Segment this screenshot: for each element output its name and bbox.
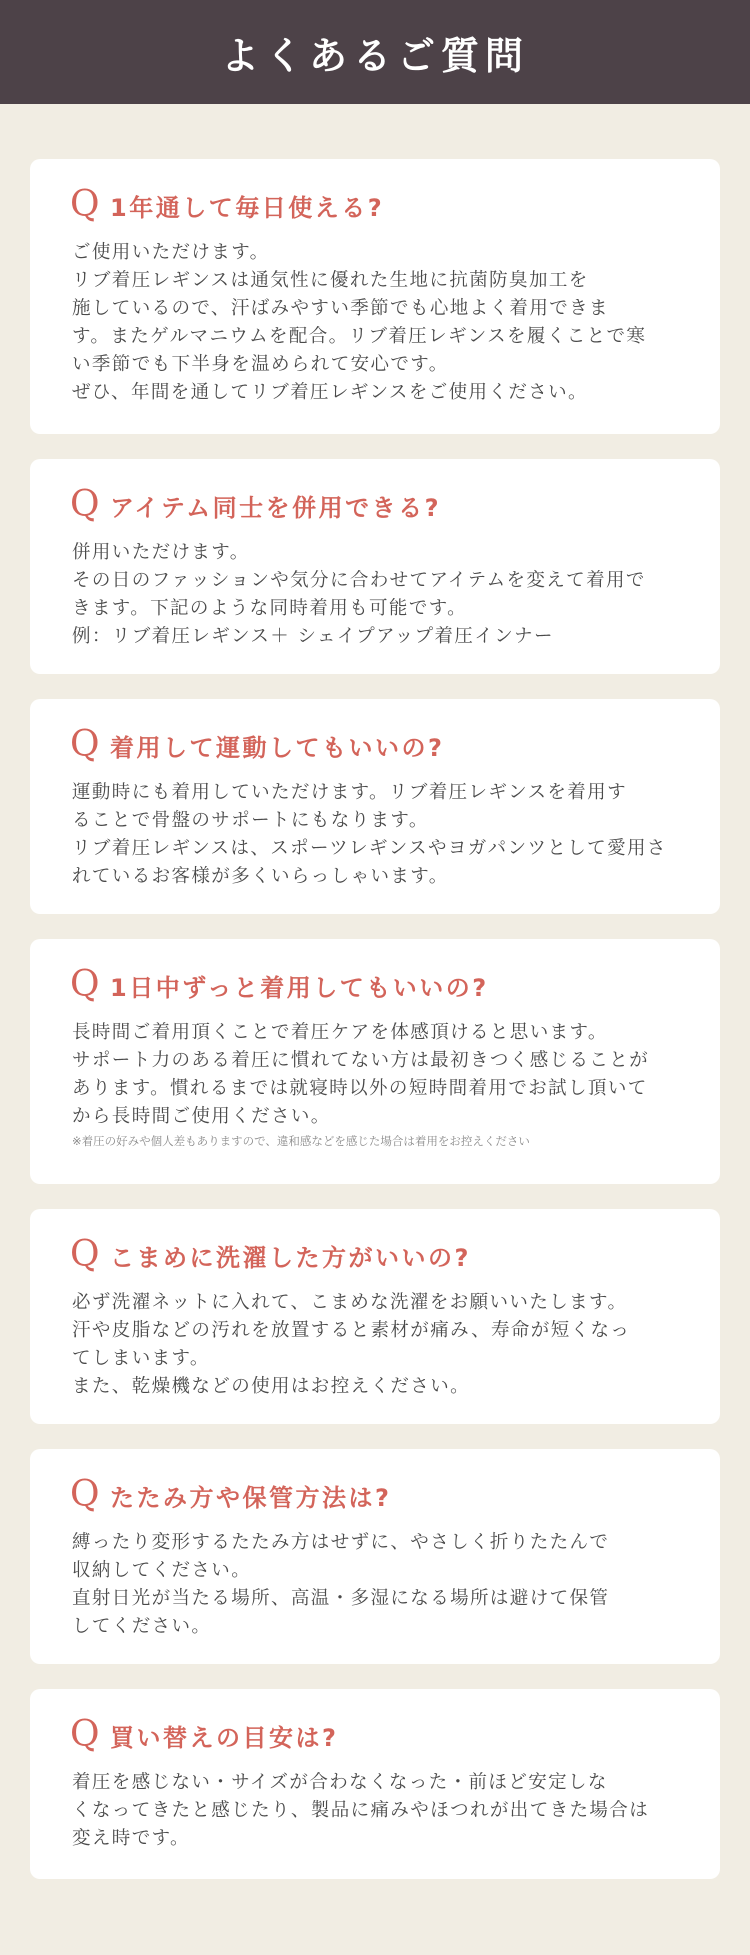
answer-line: リブ着圧レギンスは、スポーツレギンスやヨガパンツとして愛用さ bbox=[72, 838, 667, 859]
answer-line: 例：リブ着圧レギンス＋ シェイプアップ着圧インナー bbox=[72, 626, 554, 647]
answer-line: その日のファッションや気分に合わせてアイテムを変えて着用で bbox=[72, 570, 646, 591]
answer-line: 併用いただけます。 bbox=[72, 542, 250, 563]
answer-line: 着圧を感じない・サイズが合わなくなった・前ほど安定しな bbox=[72, 1772, 608, 1793]
faq-question-text: こまめに洗濯した方がいいの? bbox=[110, 1244, 471, 1272]
answer-line: サポート力のある着圧に慣れてない方は最初きつく感じることが bbox=[72, 1050, 650, 1071]
q-mark-icon: Q bbox=[70, 724, 100, 765]
answer-line: 施しているので、汗ばみやすい季節でも心地よく着用できま bbox=[72, 298, 609, 319]
answer-line: す。またゲルマニウムを配合。リブ着圧レギンスを履くことで寒 bbox=[72, 326, 647, 347]
faq-list bbox=[0, 104, 750, 1879]
faq-question-text: 1年通して毎日使える? bbox=[110, 194, 385, 222]
faq-item bbox=[30, 159, 720, 434]
faq-item bbox=[30, 939, 720, 1184]
faq-item bbox=[30, 699, 720, 914]
answer-note: ※着圧の好みや個人差もありますので、違和感などを感じた場合は着用をお控えください bbox=[72, 1134, 530, 1148]
q-mark-icon: Q bbox=[70, 484, 100, 525]
q-mark-icon: Q bbox=[70, 1234, 100, 1275]
answer-line: ぜひ、年間を通してリブ着圧レギンスをご使用ください。 bbox=[72, 382, 588, 403]
q-mark-icon: Q bbox=[70, 1714, 100, 1755]
page-header bbox=[0, 0, 750, 104]
faq-answer bbox=[70, 1019, 680, 1149]
faq-answer bbox=[70, 779, 680, 891]
answer-line: また、乾燥機などの使用はお控えください。 bbox=[72, 1376, 471, 1397]
answer-line: リブ着圧レギンスは通気性に優れた生地に抗菌防臭加工を bbox=[72, 270, 589, 291]
faq-question-text: 1日中ずっと着用してもいいの? bbox=[110, 974, 489, 1002]
answer-line: から長時間ご使用ください。 bbox=[72, 1106, 331, 1127]
faq-question-text: 買い替えの目安は? bbox=[110, 1724, 339, 1752]
answer-line: 必ず洗濯ネットに入れて、こまめな洗濯をお願いいたします。 bbox=[72, 1292, 628, 1313]
answer-line: あります。慣れるまでは就寝時以外の短時間着用でお試し頂いて bbox=[72, 1078, 648, 1099]
faq-answer bbox=[70, 1289, 680, 1401]
faq-question-text: アイテム同士を併用できる? bbox=[110, 494, 442, 522]
faq-question bbox=[70, 724, 680, 765]
faq-question bbox=[70, 1714, 680, 1755]
answer-line: 変え時です。 bbox=[72, 1828, 190, 1849]
faq-answer bbox=[70, 539, 680, 651]
answer-line: 汗や皮脂などの汚れを放置すると素材が痛み、寿命が短くなっ bbox=[72, 1320, 631, 1341]
faq-answer bbox=[70, 1769, 680, 1853]
faq-question bbox=[70, 964, 680, 1005]
answer-line: ることで骨盤のサポートにもなります。 bbox=[72, 810, 429, 831]
faq-answer bbox=[70, 239, 680, 407]
answer-line: 縛ったり変形するたたみ方はせずに、やさしく折りたたんで bbox=[72, 1532, 610, 1553]
faq-question bbox=[70, 1474, 680, 1515]
faq-item bbox=[30, 1689, 720, 1879]
faq-question bbox=[70, 184, 680, 225]
answer-line: 運動時にも着用していただけます。リブ着圧レギンスを着用す bbox=[72, 782, 627, 803]
answer-line: きます。下記のような同時着用も可能です。 bbox=[72, 598, 468, 619]
faq-question-text: 着用して運動してもいいの? bbox=[110, 734, 445, 762]
q-mark-icon: Q bbox=[70, 1474, 100, 1515]
answer-line: れているお客様が多くいらっしゃいます。 bbox=[72, 866, 449, 887]
answer-line: 直射日光が当たる場所、高温・多湿になる場所は避けて保管 bbox=[72, 1588, 610, 1609]
answer-line: 長時間ご着用頂くことで着圧ケアを体感頂けると思います。 bbox=[72, 1022, 608, 1043]
faq-item bbox=[30, 459, 720, 674]
faq-item bbox=[30, 1209, 720, 1424]
answer-line: い季節でも下半身を温められて安心です。 bbox=[72, 354, 449, 375]
answer-line: くなってきたと感じたり、製品に痛みやほつれが出てきた場合は bbox=[72, 1800, 650, 1821]
answer-line: ご使用いただけます。 bbox=[72, 242, 270, 263]
page-title: よくあるご質問 bbox=[220, 33, 529, 78]
faq-question bbox=[70, 1234, 680, 1275]
q-mark-icon: Q bbox=[70, 184, 100, 225]
faq-answer bbox=[70, 1529, 680, 1641]
answer-line: してください。 bbox=[72, 1616, 212, 1637]
faq-question-text: たたみ方や保管方法は? bbox=[110, 1484, 392, 1512]
answer-line: てしまいます。 bbox=[72, 1348, 210, 1369]
q-mark-icon: Q bbox=[70, 964, 100, 1005]
faq-item bbox=[30, 1449, 720, 1664]
faq-question bbox=[70, 484, 680, 525]
answer-line: 収納してください。 bbox=[72, 1560, 252, 1581]
